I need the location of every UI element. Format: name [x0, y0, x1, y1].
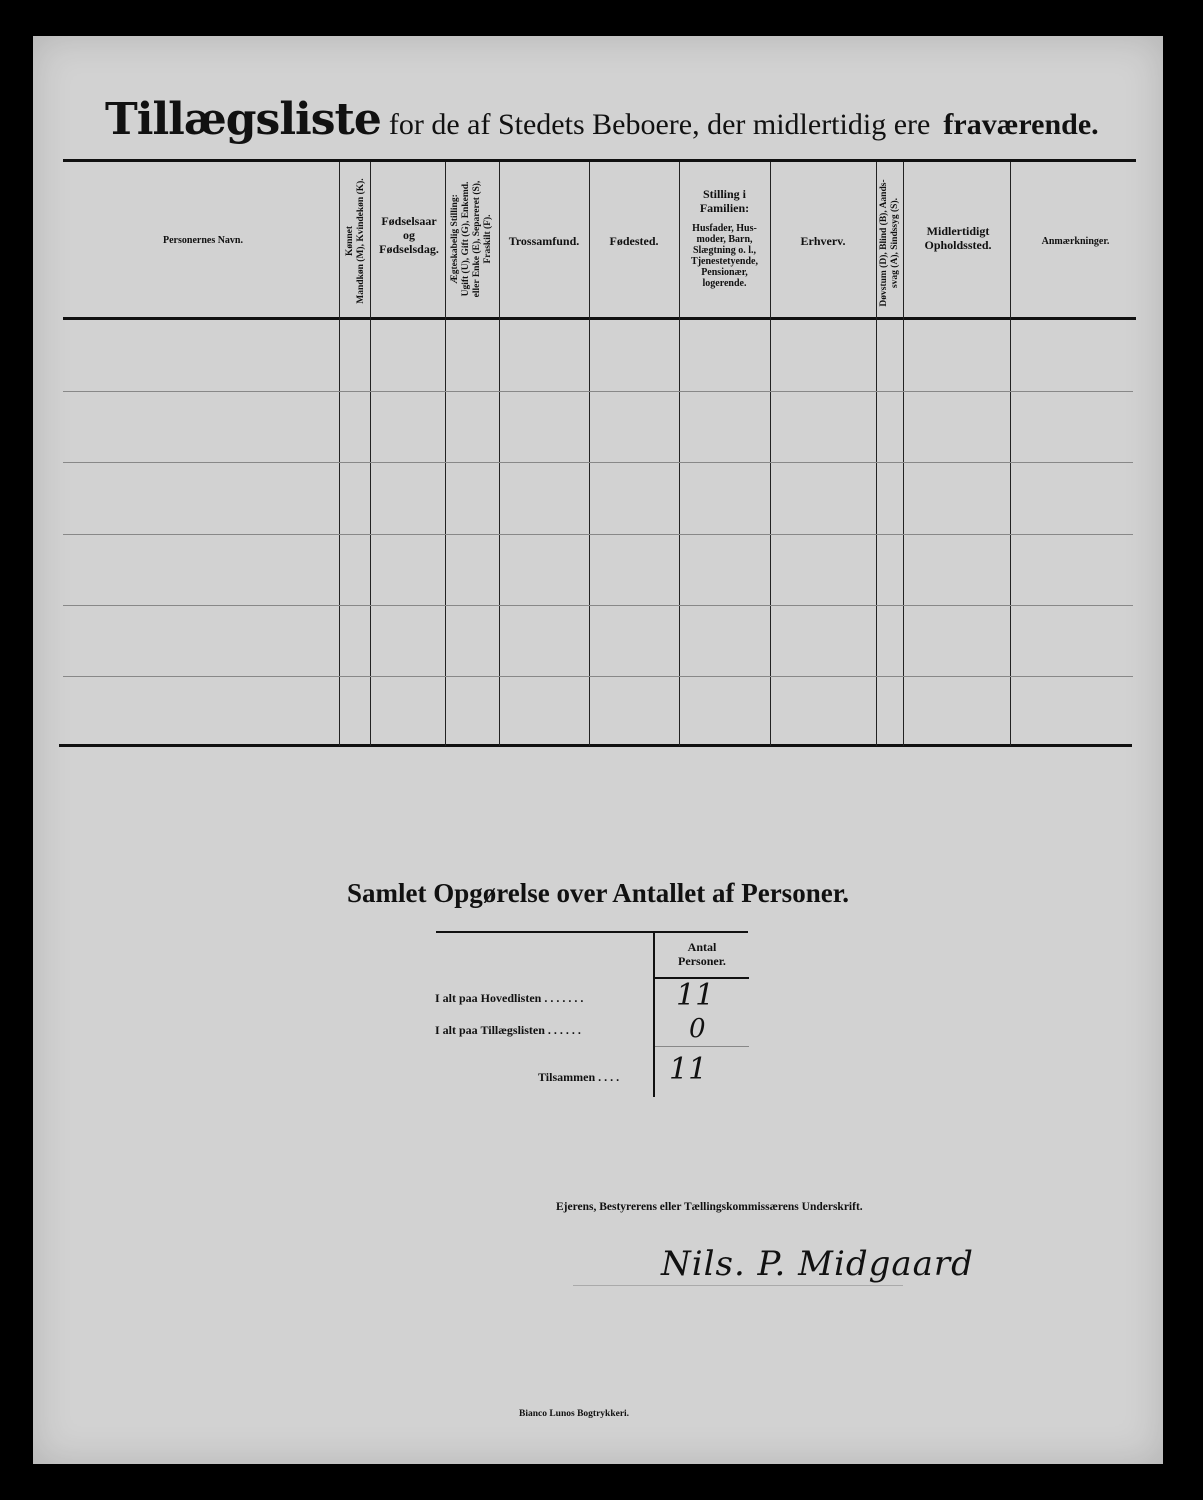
- column-divider: [499, 162, 500, 746]
- summary-row-label: Tilsammen . . . .: [538, 1070, 620, 1084]
- summary-title: Samlet Opgørelse over Antallet af Personer.: [347, 878, 849, 908]
- summary-row-value: 11: [669, 1052, 708, 1087]
- table-top-rule: [63, 159, 1136, 162]
- column-divider: [445, 162, 446, 746]
- summary-row-label: I alt paa Tillægslisten . . . . . .: [435, 1023, 581, 1037]
- header-sex: Kønnet Mandkøn (M), Kvindekøn (K).: [345, 178, 366, 304]
- summary-row-value: 11: [676, 978, 715, 1013]
- column-divider: [770, 162, 771, 746]
- header-marital: Ægteskabelig Stilling: Ugift (U), Gift (G), Enkemd. eller Enke (E), Separeret (S), Fraskilt (F).: [450, 180, 493, 298]
- header-name: Personernes Navn.: [163, 235, 243, 246]
- title-bold-end: fraværende.: [943, 108, 1099, 141]
- table-row-line: [63, 605, 1133, 606]
- summary-row-label: I alt paa Hovedlisten . . . . . . .: [435, 991, 584, 1005]
- header-residence: Midlertidigt Opholdssted.: [924, 224, 992, 252]
- census-sheet: [33, 36, 1163, 1464]
- column-divider: [876, 162, 877, 746]
- summary-col-header: Antal Personer.: [678, 940, 726, 968]
- header-birthplace: Fødested.: [609, 234, 659, 248]
- signature-line: [573, 1285, 903, 1286]
- header-birth: Fødselsaar og Fødselsdag.: [379, 214, 439, 256]
- signature-caption: Ejerens, Bestyrerens eller Tællingskommissærens Underskrift.: [556, 1201, 863, 1213]
- header-remarks: Anmærkninger.: [1041, 236, 1110, 247]
- summary-row-value: 0: [689, 1014, 706, 1044]
- column-divider: [339, 162, 340, 746]
- table-row-line: [63, 391, 1133, 392]
- table-header-rule: [63, 317, 1136, 320]
- title-main: Tillægsliste: [105, 94, 381, 145]
- header-disability: Døvstum (D), Blind (B), Aands- svag (A), Sindssyg (S).: [879, 179, 900, 307]
- header-family-detail: Husfader, Hus- moder, Barn, Slægtning o. l., Tjenestetyende, Pensionær, logerende.: [691, 223, 758, 289]
- column-divider: [370, 162, 371, 746]
- header-occupation: Erhverv.: [800, 234, 846, 248]
- column-divider: [1010, 162, 1011, 746]
- header-family-title: Stilling i Familien:: [699, 187, 750, 215]
- summary-top-rule: [436, 931, 748, 933]
- column-divider: [589, 162, 590, 746]
- page-title: [105, 94, 1099, 145]
- table-row-line: [63, 534, 1133, 535]
- table-row-line: [63, 462, 1133, 463]
- title-middle: for de af Stedets Beboere, der midlertidig ere: [388, 108, 931, 141]
- summary-row-line: [655, 1046, 749, 1047]
- table-row-line: [63, 676, 1133, 677]
- header-religion: Trossamfund.: [508, 234, 580, 248]
- signature: Nils. P. Midgaard: [661, 1244, 974, 1284]
- column-divider: [903, 162, 904, 746]
- printer-credit: Bianco Lunos Bogtrykkeri.: [519, 1409, 630, 1419]
- table-bottom-rule: [59, 744, 1132, 747]
